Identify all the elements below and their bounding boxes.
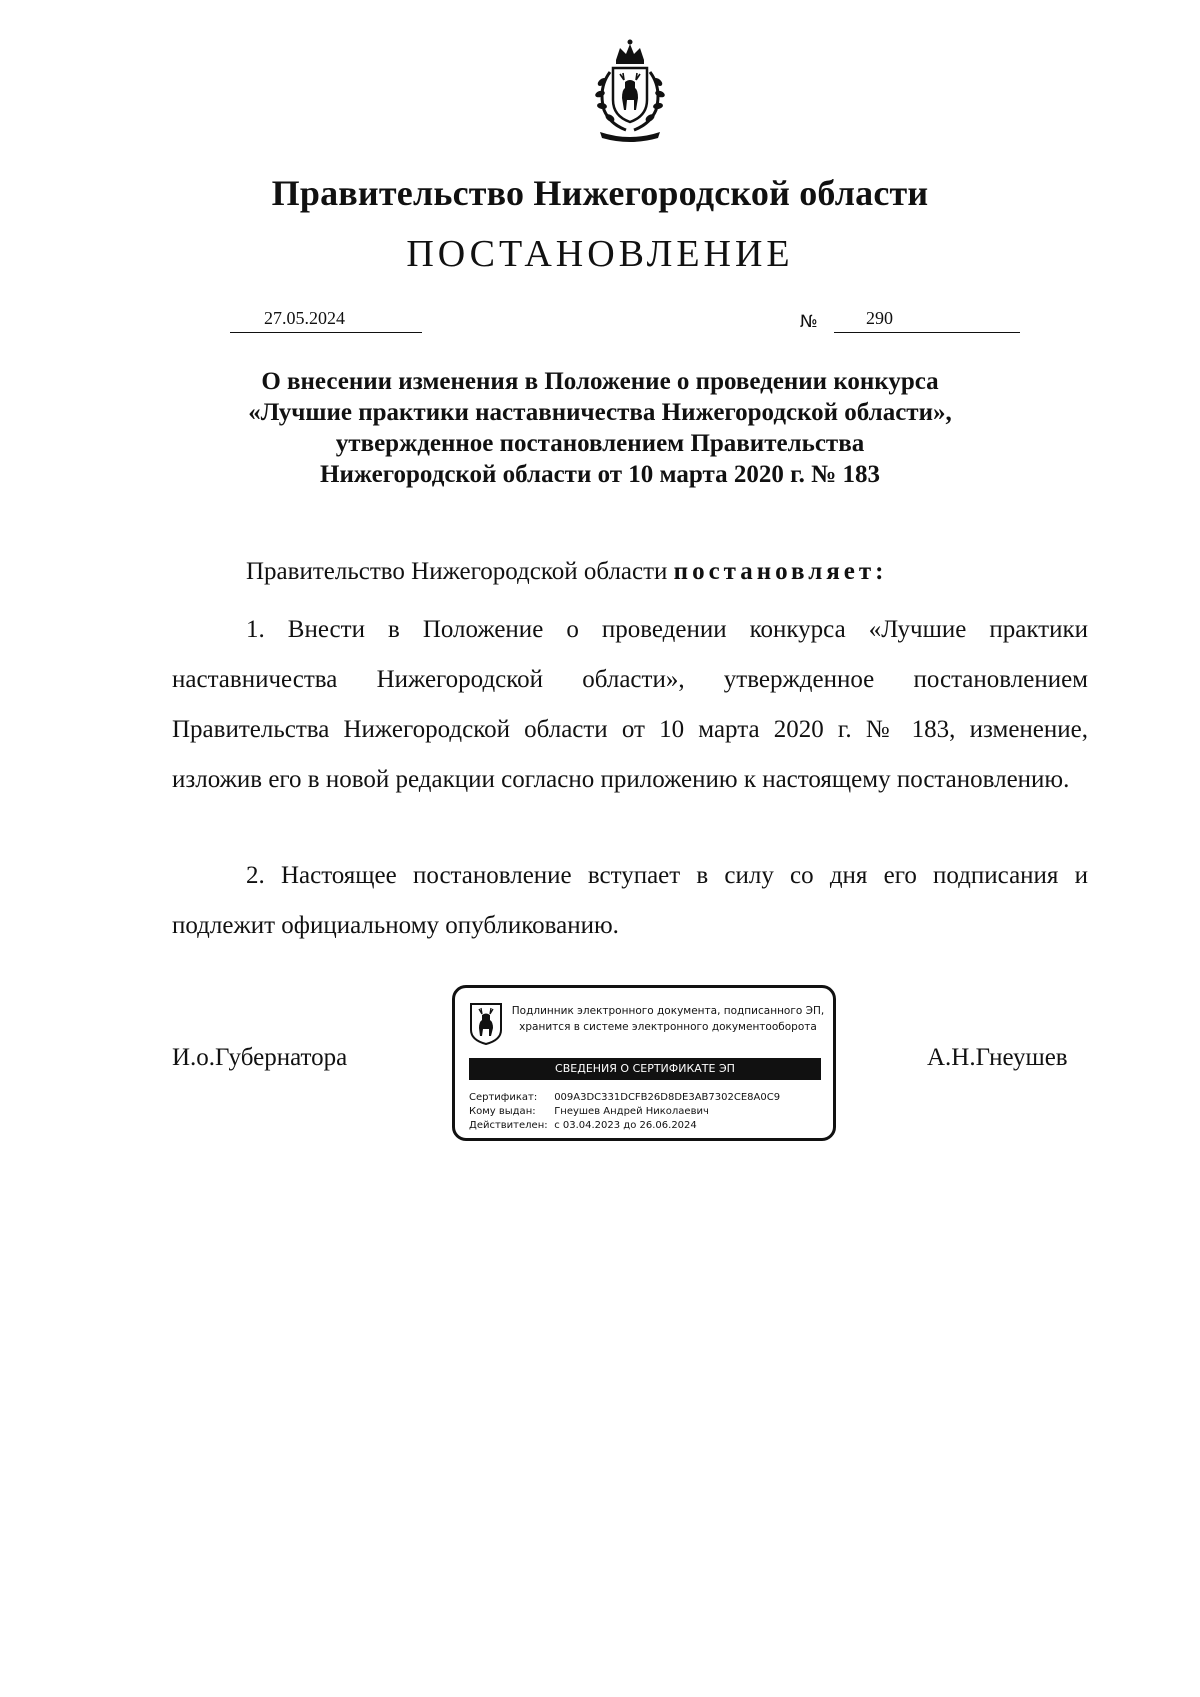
lead-text: Правительство Нижегородской области <box>246 558 674 585</box>
certificate-row <box>469 1092 780 1103</box>
subject-line: «Лучшие практики наставничества Нижегородской области», <box>248 399 952 426</box>
e-signature-stamp <box>452 985 836 1141</box>
certificate-label: Сертификат: <box>469 1092 538 1103</box>
subject-line: утвержденное постановлением Правительства <box>335 430 865 457</box>
decree-number: 290 <box>834 308 1020 333</box>
deer-emblem-icon <box>469 1002 503 1046</box>
issued-to-row <box>469 1106 709 1117</box>
government-name: Правительство Нижегородской области <box>271 173 929 213</box>
resolution-lead <box>246 558 1146 586</box>
number-sign: № <box>800 312 818 332</box>
issued-to-value: Гнеушев Андрей Николаевич <box>554 1106 709 1117</box>
coat-of-arms-icon <box>580 38 680 144</box>
validity-row <box>469 1120 697 1131</box>
document-type: ПОСТАНОВЛЕНИЕ <box>406 233 794 275</box>
validity-value: с 03.04.2023 до 26.06.2024 <box>554 1120 697 1131</box>
certificate-value: 009A3DC331DCFB26D8DE3AB7302CE8A0C9 <box>554 1092 781 1103</box>
signatory-role: И.о.Губернатора <box>172 1044 348 1071</box>
subject-line: Нижегородской области от 10 марта 2020 г. № 183 <box>320 461 880 488</box>
decree-date: 27.05.2024 <box>230 308 422 333</box>
stamp-line-1: Подлинник электронного документа, подписанного ЭП, <box>511 1005 825 1017</box>
signatory-name: А.Н.Гнеушев <box>927 1044 1068 1071</box>
resolution-item-2: 2. Настоящее постановление вступает в силу со дня его подписания и подлежит официальному опубликованию. <box>172 862 1088 939</box>
issued-to-label: Кому выдан: <box>469 1106 536 1117</box>
resolution-item-1: 1. Внести в Положение о проведении конкурса «Лучшие практики наставничества Нижегородской области», утвержденное постановлением Правительства Нижегородской области от 10 марта 2020 г. № 183, изменение, изложив его в новой редакции согласно приложению к настоящему постановлению. <box>172 616 1088 793</box>
stamp-line-2: хранится в системе электронного документооборота <box>519 1021 817 1033</box>
validity-label: Действителен: <box>469 1120 548 1131</box>
certificate-info-header: СВЕДЕНИЯ О СЕРТИФИКАТЕ ЭП <box>469 1058 821 1080</box>
lead-emphasis: постановляет: <box>673 558 888 585</box>
decree-subject <box>150 366 1050 490</box>
subject-line: О внесении изменения в Положение о проведении конкурса <box>261 368 939 395</box>
